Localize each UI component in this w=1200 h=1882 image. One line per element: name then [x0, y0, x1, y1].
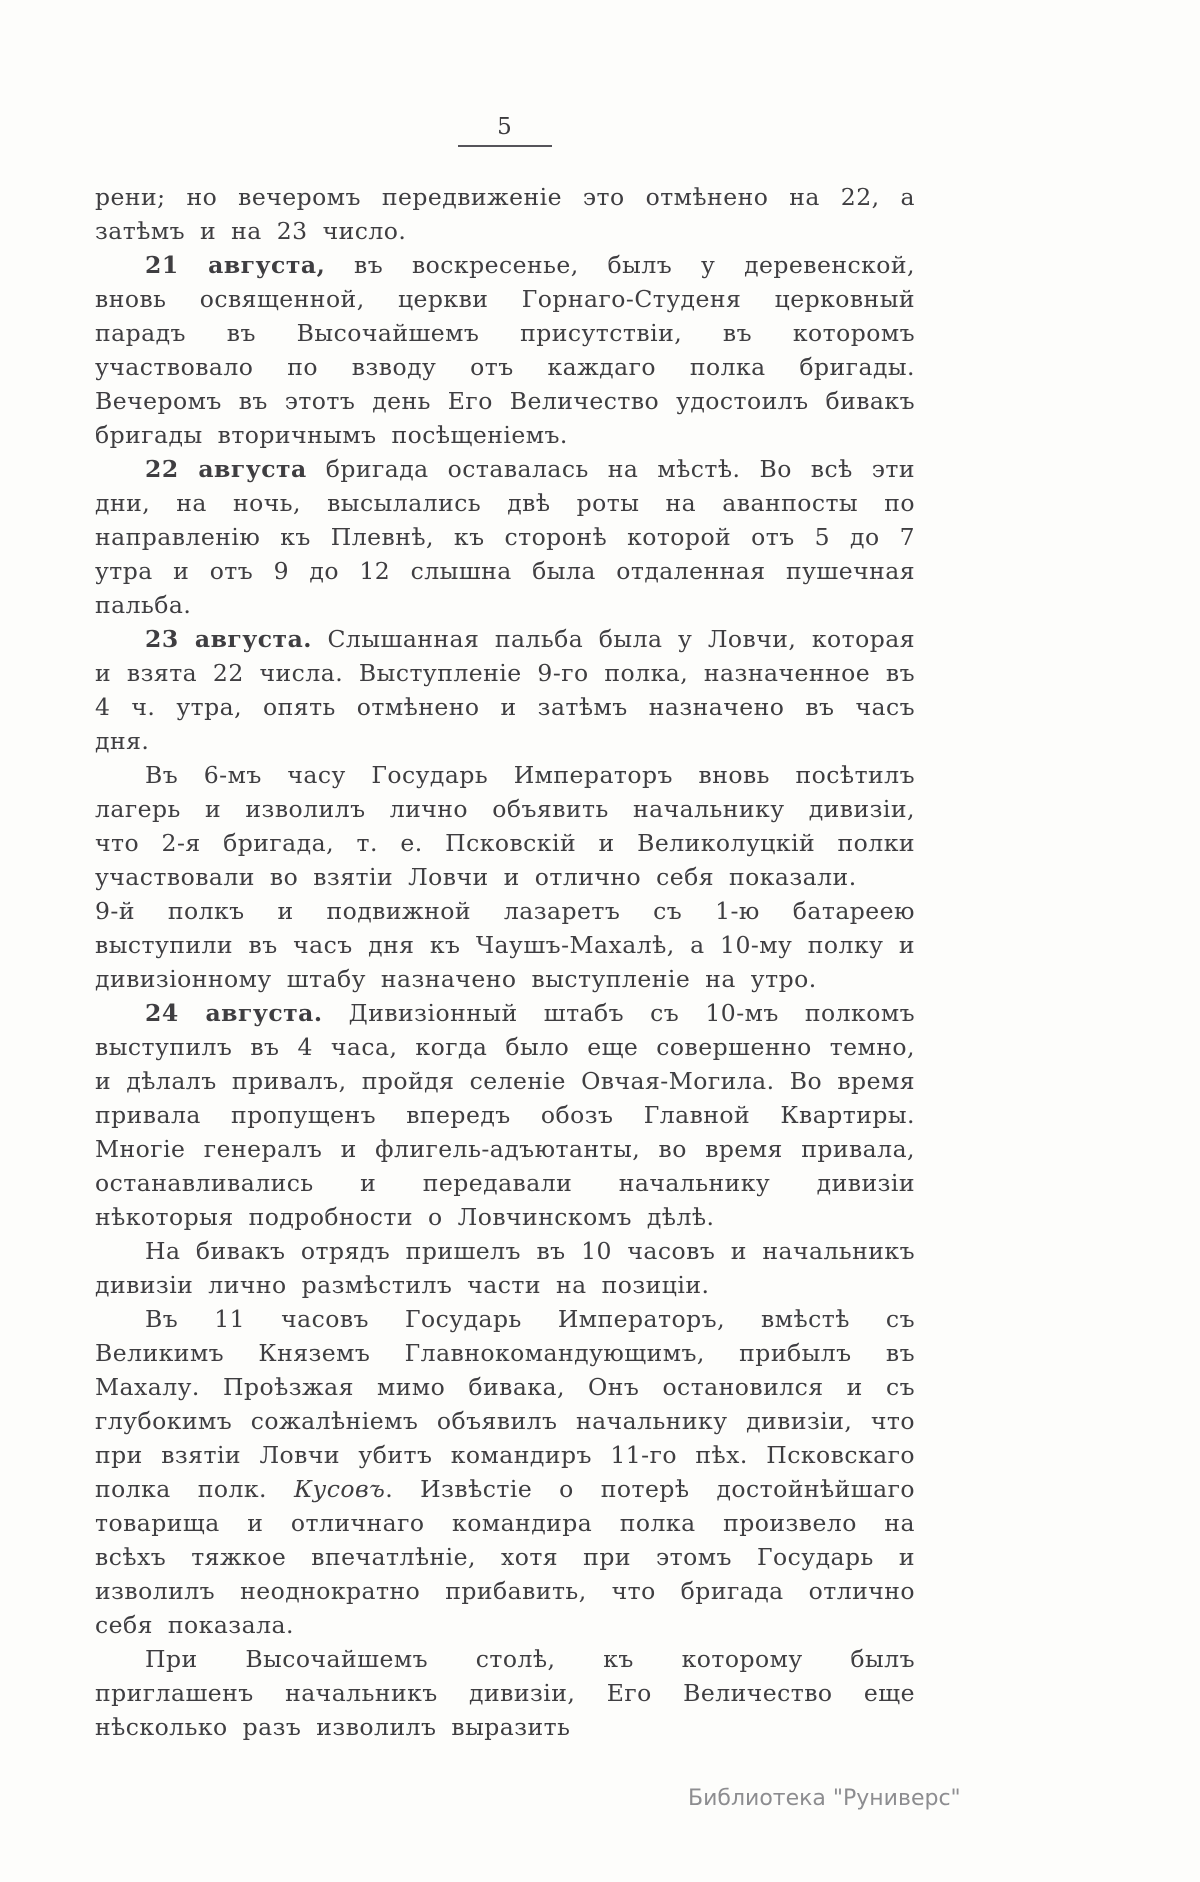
bold-text-run: 21 августа,	[145, 251, 326, 279]
page-number-rule	[458, 145, 552, 147]
bold-text-run: 22 августа	[145, 455, 307, 483]
paragraph	[95, 452, 915, 622]
text-run: Дивизіонный штабъ съ 10-мъ полкомъ выступилъ въ 4 часа, когда было еще совершенно темно, и дѣлалъ привалъ, пройдя селеніе Овчая-Могила. Во время привала пропущенъ впередъ обозъ Главной Квартиры. Многіе генералъ и флигель-адъютанты, во время привала, останавливались и передавали начальнику дивизіи нѣкоторыя подробности о Ловчинскомъ дѣлѣ.	[95, 999, 915, 1231]
text-run: На бивакъ отрядъ пришелъ въ 10 часовъ и начальникъ дивизіи лично размѣстилъ части на позиціи.	[95, 1237, 915, 1299]
page-number: 5	[497, 114, 513, 140]
paragraph	[95, 758, 915, 894]
paragraph	[95, 1302, 915, 1642]
bold-text-run: 24 августа.	[145, 999, 323, 1027]
library-watermark: Библиотека "Руниверс"	[688, 1786, 961, 1811]
text-run: въ воскресенье, былъ у деревенской, вновь освященной, церкви Горнаго-Студеня церковный парадъ въ Высочайшемъ присутствіи, въ которомъ участвовало по взводу отъ каждаго полка бригады. Вечеромъ въ этотъ день Его Величество удостоилъ бивакъ бригады вторичнымъ посѣщеніемъ.	[95, 251, 915, 449]
page-header	[95, 114, 915, 147]
italic-text-run: Кусовъ	[293, 1475, 386, 1503]
text-run: Въ 11 часовъ Государь Императоръ, вмѣстѣ съ Великимъ Княземъ Главнокомандующимъ, прибылъ въ Махалу. Проѣзжая мимо бивака, Онъ остановился и съ глубокимъ сожалѣніемъ объявилъ начальнику дивизіи, что при взятіи Ловчи убитъ командиръ 11-го пѣх. Псковскаго полка полк.	[95, 1305, 915, 1503]
text-run: 9-й полкъ и подвижной лазаретъ съ 1-ю батареею выступили въ часъ дня къ Чаушъ-Махалѣ, а 10-му полку и дивизіонному штабу назначено выступленіе на утро.	[95, 897, 915, 993]
text-run: Въ 6-мъ часу Государь Императоръ вновь посѣтилъ лагерь и изволилъ лично объявить начальнику дивизіи, что 2-я бригада, т. е. Псковскій и Великолуцкій полки участвовали во взятіи Ловчи и отлично себя показали.	[95, 761, 915, 891]
paragraph	[95, 180, 915, 248]
paragraph	[95, 1234, 915, 1302]
text-run: . Извѣстіе о потерѣ достойнѣйшаго товарища и отличнаго командира полка произвело на всѣхъ тяжкое впечатлѣніе, хотя при этомъ Государь и изволилъ неоднократно прибавить, что бригада отлично себя показала.	[95, 1475, 915, 1639]
text-run: Слышанная пальба была у Ловчи, которая и взята 22 числа. Выступленіе 9-го полка, назначенное въ 4 ч. утра, опять отмѣнено и затѣмъ назначено въ часъ дня.	[95, 625, 915, 755]
paragraph	[95, 1642, 915, 1744]
bold-text-run: 23 августа.	[145, 625, 312, 653]
paragraph	[95, 248, 915, 452]
paragraph	[95, 894, 915, 996]
paragraph	[95, 996, 915, 1234]
text-block	[95, 180, 915, 1744]
text-run: бригада оставалась на мѣстѣ. Во всѣ эти дни, на ночь, высылались двѣ роты на аванпосты по направленію къ Плевнѣ, къ сторонѣ которой отъ 5 до 7 утра и отъ 9 до 12 слышна была отдаленная пушечная пальба.	[95, 455, 915, 619]
text-run: При Высочайшемъ столѣ, къ которому былъ приглашенъ начальникъ дивизіи, Его Величество еще нѣсколько разъ изволилъ выразить	[95, 1645, 915, 1741]
text-run: рени; но вечеромъ передвиженіе это отмѣнено на 22, а затѣмъ и на 23 число.	[95, 183, 915, 245]
paragraph	[95, 622, 915, 758]
